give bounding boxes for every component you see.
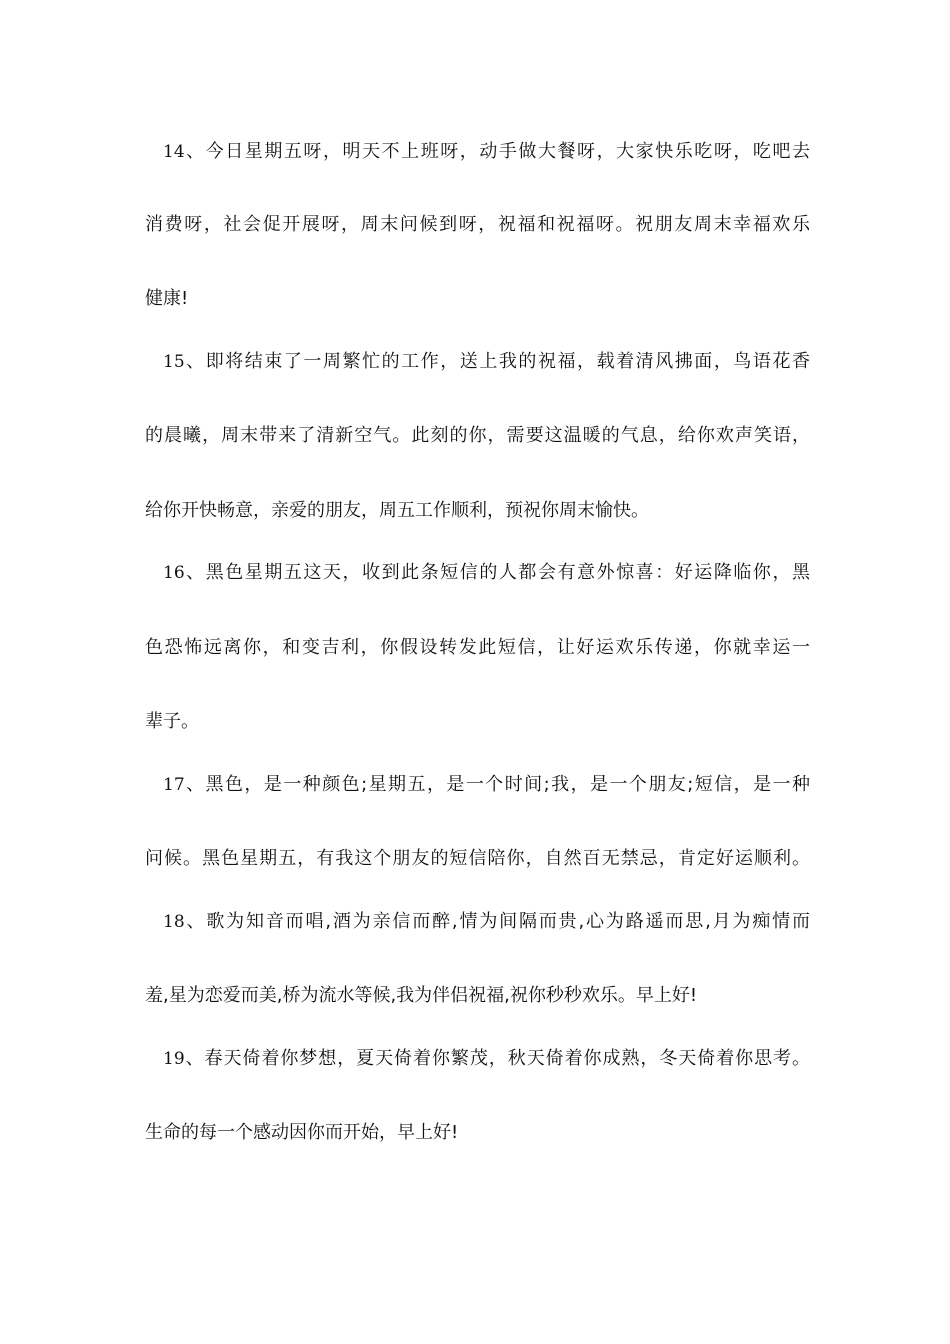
paragraph-18-line-1 [163,904,810,940]
paragraph-number: 18 [163,912,185,932]
paragraph-number: 15 [163,352,185,372]
paragraph-19-line-2: 生命的每一个感动因你而开始，早上好! [145,1122,459,1143]
paragraph-16-line-2: 色恐怖远离你，和变吉利，你假设转发此短信，让好运欢乐传递，你就幸运一 [145,637,810,658]
paragraph-14-line-2: 消费呀，社会促开展呀，周末问候到呀，祝福和祝福呀。祝朋友周末幸福欢乐 [145,214,810,235]
paragraph-17-line-2: 问候。黑色星期五，有我这个朋友的短信陪你，自然百无禁忌，肯定好运顺利。 [145,848,810,869]
paragraph-16-line-1 [163,555,810,591]
paragraph-15-line-1 [163,344,810,380]
paragraph-14-line-1 [163,134,810,170]
line-text: 、黑色星期五这天，收到此条短信的人都会有意外惊喜：好运降临你，黑 [184,562,810,583]
paragraph-16-line-3: 辈子。 [145,711,199,732]
line-text: 、今日星期五呀，明天不上班呀，动手做大餐呀，大家快乐吃呀，吃吧去 [184,141,810,162]
paragraph-number: 16 [163,563,185,583]
paragraph-18-line-2: 羞,星为恋爱而美,桥为流水等候,我为伴侣祝福,祝你秒秒欢乐。早上好! [145,985,698,1006]
line-text: 、春天倚着你梦想，夏天倚着你繁茂，秋天倚着你成熟，冬天倚着你思考。 [184,1048,810,1069]
paragraph-number: 19 [163,1049,185,1069]
paragraph-number: 17 [163,775,185,795]
paragraph-14-line-3: 健康! [145,288,189,309]
paragraph-15-line-2: 的晨曦，周末带来了清新空气。此刻的你，需要这温暖的气息，给你欢声笑语， [145,425,810,446]
paragraph-15-line-3: 给你开快畅意，亲爱的朋友，周五工作顺利，预祝你周末愉快。 [145,500,649,521]
paragraph-19-line-1 [163,1041,810,1077]
line-text: 、即将结束了一周繁忙的工作，送上我的祝福，载着清风拂面，鸟语花香 [184,351,810,372]
paragraph-17-line-1 [163,767,810,803]
paragraph-number: 14 [163,142,185,162]
line-text: 、黑色，是一种颜色;星期五，是一个时间;我，是一个朋友;短信，是一种 [184,774,810,795]
line-text: 、歌为知音而唱,酒为亲信而醉,情为间隔而贵,心为路遥而思,月为痴情而 [184,911,810,932]
